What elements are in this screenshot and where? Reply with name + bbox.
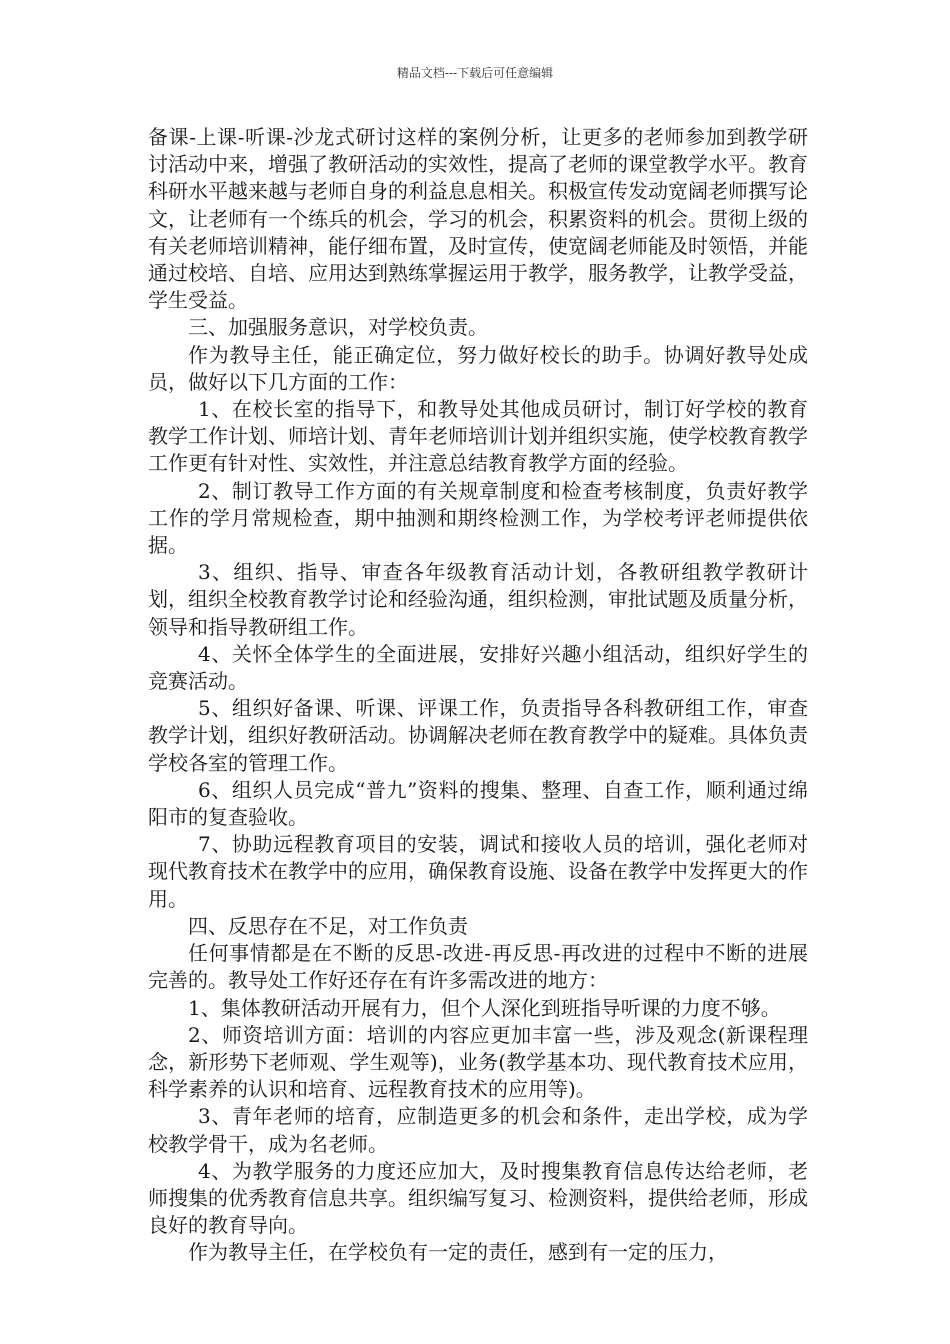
list-item: 3、青年老师的培育，应制造更多的机会和条件，走出学校，成为学校教学骨干，成为名老师。 xyxy=(148,1104,808,1156)
list-item: 1、集体教研活动开展有力，但个人深化到班指导听课的力度不够。 xyxy=(188,995,781,1020)
paragraph: 作为教导主任，在学校负有一定的责任，感到有一定的压力， xyxy=(188,1240,728,1265)
paragraph: 任何事情都是在不断的反思-改进-再反思-再改进的过程中不断的进展完善的。教导处工作好还存在有许多需改进的地方： xyxy=(148,941,808,993)
page-header: 精品文档---下载后可任意编辑 xyxy=(396,66,554,80)
list-item: 7、协助远程教育项目的安装，调试和接收人员的培训，强化老师对现代教育技术在教学中的应用，确保教育设施、设备在教学中发挥更大的作用。 xyxy=(148,832,808,911)
list-item: 2、制订教导工作方面的有关规章制度和检查考核制度，负责好教学工作的学月常规检查，期中抽测和期终检测工作，为学校考评老师提供依据。 xyxy=(148,478,808,558)
paragraph: 备课-上课-听课-沙龙式研讨这样的案例分析，让更多的老师参加到教学研讨活动中来，增强了教研活动的实效性，提高了老师的课堂教学水平。教育科研水平越来越与老师自身的利益息息相关。积极宣传发动宽阔老师撰写论文，让老师有一个练兵的机会，学习的机会，积累资料的机会。贯彻上级的有关老师培训精神，能仔细布置，及时宣传，使宽阔老师能及时领悟，并能通过校培、自培、应用达到熟练掌握运用于教学，服务教学，让教学受益，学生受益。 xyxy=(148,125,808,313)
list-item: 3、组织、指导、审查各年级教育活动计划，各教研组教学教研计划，组织全校教育教学讨论和经验沟通，组织检测，审批试题及质量分析，领导和指导教研组工作。 xyxy=(148,560,808,639)
list-item: 1、在校长室的指导下，和教导处其他成员研讨，制订好学校的教育教学工作计划、师培计划、青年老师培训计划并组织实施，使学校教育教学工作更有针对性、实效性，并注意总结教育教学方面的经验。 xyxy=(148,397,808,476)
list-item: 6、组织人员完成“普九”资料的搜集、整理、自查工作，顺利通过绵阳市的复查验收。 xyxy=(148,777,808,830)
list-item: 4、为教学服务的力度还应加大，及时搜集教育信息传达给老师，老师搜集的优秀教育信息共享。组织编写复习、检测资料，提供给老师，形成良好的教育导向。 xyxy=(148,1158,808,1238)
document-body xyxy=(148,124,808,1267)
list-item: 4、关怀全体学生的全面进展，安排好兴趣小组活动，组织好学生的竞赛活动。 xyxy=(148,641,808,694)
list-item: 2、师资培训方面：培训的内容应更加丰富一些，涉及观念(新课程理念，新形势下老师观、学生观等)，业务(教学基本功、现代教育技术应用，科学素养的认识和培育、远程教育技术的应用等)。 xyxy=(148,1022,808,1102)
section-heading: 三、加强服务意识，对学校负责。 xyxy=(188,315,488,340)
section-heading: 四、反思存在不足，对工作负责 xyxy=(188,913,468,938)
list-item: 5、组织好备课、听课、评课工作，负责指导各科教研组工作，审查教学计划，组织好教研活动。协调解决老师在教育教学中的疑难。具体负责学校各室的管理工作。 xyxy=(148,696,808,775)
paragraph: 作为教导主任，能正确定位，努力做好校长的助手。协调好教导处成员，做好以下几方面的工作： xyxy=(148,342,808,394)
